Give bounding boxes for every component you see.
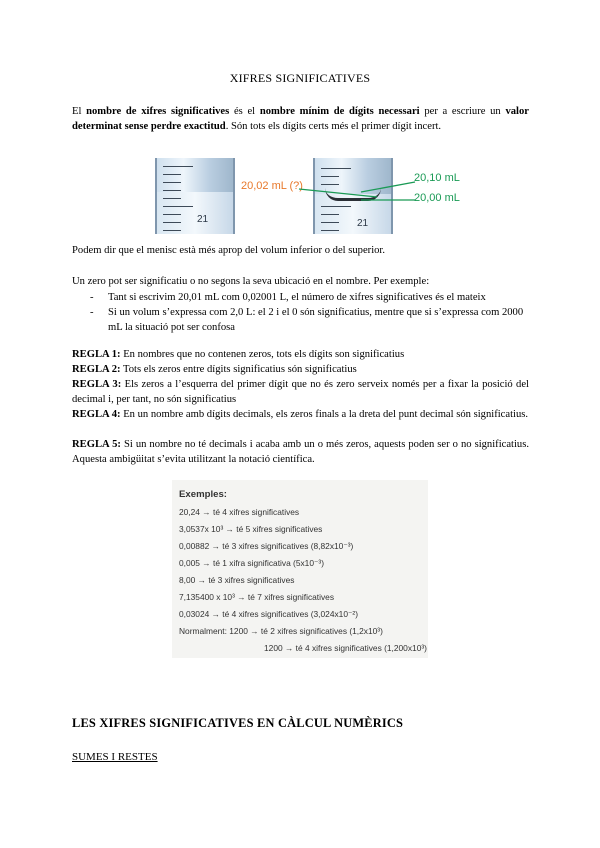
rule-2: REGLA 2: Tots els zeros entre dígits significatius són significatius: [72, 364, 357, 375]
page-title: XIFRES SIGNIFICATIVES: [229, 71, 371, 85]
example-item: 0,00882 → té 3 xifres significatives (8,82x10⁻³): [179, 541, 354, 551]
rule-4: REGLA 4: En un nombre amb dígits decimals, els zeros finals a la dreta del punt decimal són significatius.: [72, 409, 529, 420]
upper-pointer-line: [361, 182, 415, 192]
intro-paragraph: [72, 104, 529, 134]
examples-box: [172, 480, 428, 658]
rule-1: REGLA 1: En nombres que no contenen zeros, tots els dígits son significatius: [72, 349, 405, 360]
intro-bold-2: nombre mínim de dígits necessari: [259, 106, 420, 117]
lower-volume-label: 20,00 mL: [414, 192, 460, 204]
uncertain-volume-label: 20,02 mL (?): [241, 180, 303, 192]
example-item: 8,00 → té 3 xifres significatives: [179, 575, 295, 585]
example-item: 20,24 → té 4 xifres significatives: [179, 507, 300, 517]
example-item: 1200 → té 4 xifres significatives (1,200x10³): [264, 643, 427, 653]
example-item: 3,0537x 10³ → té 5 xifres significatives: [179, 524, 323, 534]
rule-5: REGLA 5: Si un nombre no té decimals i acaba amb un o més zeros, aquests poden ser o no significatius. Aquesta ambigüitat s’evita utilitzant la notació científica.: [72, 439, 529, 465]
meniscus-paragraph: Podem dir que el menisc està més aprop del volum inferior o del superior.: [72, 245, 386, 256]
intro-text-4: . Són tots els dígits certs més el primer dígit incert.: [225, 121, 442, 133]
intro-text-1: El: [72, 106, 87, 117]
examples-header: Exemples:: [179, 489, 227, 500]
intro-text-2: és el: [229, 106, 260, 117]
document-page: XIFRES SIGNIFICATIVES El nombre de xifres significatives és el nombre mínim de dígits necessari per a escriure un valor determinat sense perdre exactitud. Són tots els dígits certs més el primer dígit incert. 21 20,02 mL (?) 21 20,10 mL 20,00 mL Podem dir que el menisc està més aprop del volum inferior o del superior. Un zero pot ser significatiu o no segons la seva ubicació en el nombre. Per exemple: - Tant si escrivim 20,01 mL com 0,02001 L, el número de xifres significatives és el mateix - Si un volum s’expressa com 2,0 L: el 2 i el 0 són significatius, mentre que si s’expressa com 2000 mL la situació pot ser confosa REGLA 1: En nombres que no contenen zeros, tots els dígits son significatius REGLA 2: Tots els zeros entre dígits significatius són significatius REGLA 3: Els zeros a l’esquerra del primer dígit que no és zero serveix només per a fixar la posició del decimal i, per tant, no són significatius REGLA 4: En un nombre amb dígits decimals, els zeros finals a la dreta del punt decimal són significatius. REGLA 5: Si un nombre no té decimals i acaba amb un o més zeros, aquests poden ser o no significatius. Aquesta ambigüitat s’evita utilitzant la notació científica. Exemples: 20,24 → té 4 xifres significatives 3,0537x 10³ → té 5 xifres significatives 0,00882 → té 3 xifres significatives (8,82x10⁻³) 0,005 → té 1 xifra significativa (5x10⁻³) 8,00 → té 3 xifres significatives 7,135400 x 10³ → té 7 xifres significatives 0,03024 → té 4 xifres significatives (3,024x10⁻²) Normalment: 1200 → té 2 xifres significatives (1,2x10³) 1200 → té 4 xifres significatives (1,200x10³) LES XIFRES SIGNIFICATIVES EN CÀLCUL NUMÈRICS SUMES I RESTES: [0, 0, 600, 848]
example-item: Normalment: 1200 → té 2 xifres significatives (1,2x10³): [179, 626, 383, 636]
uncertain-pointer-line: [299, 189, 377, 197]
rule-3: REGLA 3: Els zeros a l’esquerra del primer dígit que no és zero serveix només per a fixar la posició del decimal i, per tant, no són significatius: [72, 379, 529, 405]
intro-bold-3: valor determinat sense perdre exactitud: [72, 106, 529, 133]
intro-text-3: per a escriure un: [419, 106, 506, 117]
example-item: 0,03024 → té 4 xifres significatives (3,024x10⁻²): [179, 609, 358, 619]
section-heading: LES XIFRES SIGNIFICATIVES EN CÀLCUL NUMÈRICS: [72, 716, 404, 730]
subsection-heading: SUMES I RESTES: [72, 751, 158, 763]
left-burette-number: 21: [197, 214, 209, 225]
zero-intro-paragraph: Un zero pot ser significatiu o no segons la seva ubicació en el nombre. Per exemple:: [72, 276, 430, 287]
right-burette-number: 21: [357, 218, 369, 229]
example-item: 7,135400 x 10³ → té 7 xifres significatives: [179, 592, 335, 602]
upper-volume-label: 20,10 mL: [414, 172, 460, 184]
example-item: 0,005 → té 1 xifra significativa (5x10⁻³): [179, 558, 324, 568]
burette-figure: [155, 152, 477, 236]
intro-bold-1: nombre de xifres significatives: [86, 106, 230, 117]
